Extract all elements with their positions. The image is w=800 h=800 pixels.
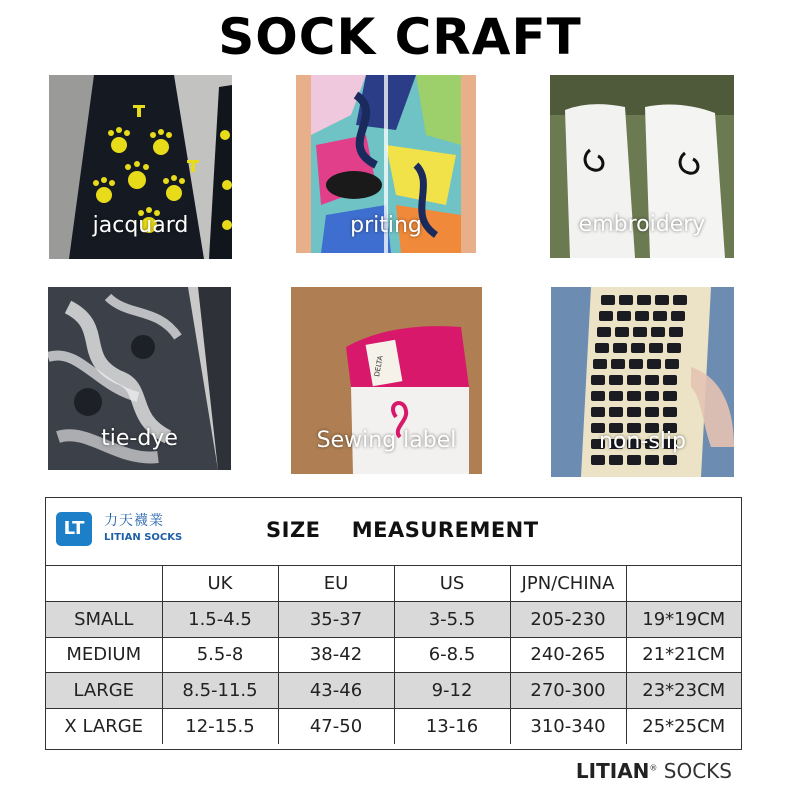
craft-label: Sewing label (316, 428, 457, 453)
table-cell: 205-230 (510, 602, 626, 638)
table-cell: SMALL (46, 602, 162, 638)
craft-label: jacquard (92, 213, 189, 238)
table-cell: 23*23CM (626, 673, 741, 709)
brand-suffix: SOCKS (663, 759, 732, 783)
table-cell: X LARGE (46, 708, 162, 744)
craft-tile-tie-dye (48, 287, 231, 470)
table-cell: MEDIUM (46, 637, 162, 673)
table-cell: 21*21CM (626, 637, 741, 673)
craft-tile-printing (296, 75, 476, 253)
brand-footer (576, 759, 732, 783)
table-cell: 310-340 (510, 708, 626, 744)
craft-tile-jacquard (49, 75, 232, 259)
craft-label: priting (350, 213, 422, 238)
table-header-cell: EU (278, 566, 394, 602)
size-measurement-title: SIZE MEASUREMENT (266, 518, 539, 542)
table-header-cell (46, 566, 162, 602)
logo-english-name: LITIAN SOCKS (104, 532, 183, 543)
table-cell: 25*25CM (626, 708, 741, 744)
table-cell: 240-265 (510, 637, 626, 673)
sock-tag-text: DELTA (373, 355, 385, 378)
table-cell: 12-15.5 (162, 708, 278, 744)
craft-tile-embroidery (550, 75, 734, 258)
table-cell: 5.5-8 (162, 637, 278, 673)
table-header-cell: JPN/CHINA (510, 566, 626, 602)
craft-tile-sewing-label (291, 287, 482, 474)
table-row (46, 637, 741, 673)
table-cell: 270-300 (510, 673, 626, 709)
registered-mark: ® (649, 763, 658, 773)
brand-name: LITIAN (575, 759, 650, 783)
craft-label: tie-dye (101, 426, 178, 451)
table-header-cell (626, 566, 741, 602)
craft-tile-non-slip (551, 287, 734, 477)
table-cell: 47-50 (278, 708, 394, 744)
table-cell: 8.5-11.5 (162, 673, 278, 709)
logo-chinese-name: 力天襪業 (104, 513, 164, 529)
craft-label: non-slip (599, 429, 686, 454)
table-cell: 9-12 (394, 673, 510, 709)
table-cell: 1.5-4.5 (162, 602, 278, 638)
litian-logo-mark: LT (56, 512, 92, 546)
page-title: SOCK CRAFT (218, 8, 582, 66)
table-row (46, 673, 741, 709)
table-header-row (46, 566, 741, 602)
table-cell: 6-8.5 (394, 637, 510, 673)
table-header-cell: US (394, 566, 510, 602)
table-cell: 35-37 (278, 602, 394, 638)
table-row (46, 602, 741, 638)
size-table (45, 497, 742, 750)
table-cell: 13-16 (394, 708, 510, 744)
size-grid (46, 566, 741, 744)
size-table-header (46, 498, 741, 566)
table-cell: 43-46 (278, 673, 394, 709)
table-cell: 38-42 (278, 637, 394, 673)
table-cell: 3-5.5 (394, 602, 510, 638)
table-header-cell: UK (162, 566, 278, 602)
table-cell: 19*19CM (626, 602, 741, 638)
table-row (46, 708, 741, 744)
craft-label: embroidery (578, 212, 706, 237)
table-cell: LARGE (46, 673, 162, 709)
